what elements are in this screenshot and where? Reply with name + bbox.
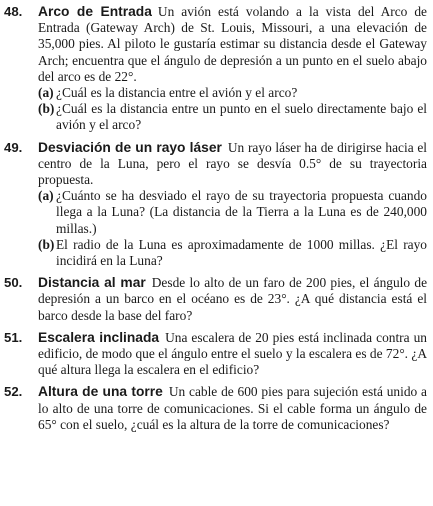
problem-text: Un cable de 600 pies para sujeción está unido a lo alto de una torre de comunicaciones. Si el cable forma un ángulo de 65° con el suelo, ¿cuál es la altura de la torre de comunicaciones? [38,384,427,432]
part-text: ¿Cuál es la distancia entre un punto en el suelo directamente bajo el avión y el arco? [56,101,427,133]
problem-title: Altura de una torre [38,384,163,400]
problem-48 [4,4,427,134]
problem-number: 49. [4,139,23,155]
problem-51 [4,330,427,379]
problem-number: 52. [4,384,23,400]
part-label: (b) [38,236,55,252]
problem-body [38,330,427,379]
problem-title: Desviación de un rayo láser [38,139,222,155]
part-label: (a) [38,188,54,204]
problem-49 [4,140,427,270]
problem-number: 50. [4,275,23,291]
problem-52 [4,384,427,433]
problem-text: Desde lo alto de un faro de 200 pies, el ángulo de depresión a un barco en el océano es de 23°. ¿A qué distancia está el barco desde la base del faro? [38,275,428,323]
problem-title: Distancia al mar [38,275,146,291]
problem-body [38,4,427,134]
part-text: El radio de la Luna es aproximadamente de 1000 millas. ¿El rayo incidirá en la Luna? [56,236,427,269]
problem-number: 51. [4,329,23,345]
problem-text: Un rayo láser ha de dirigirse hacia el centro de la Luna, pero el rayo se desvía 0.5° de su trayectoria propuesta. [38,139,427,188]
part-label: (a) [38,85,54,101]
problem-body [38,384,427,433]
part-text: ¿Cuánto se ha desviado el rayo de su trayectoria propuesta cuando llega a la Luna? (La distancia de la Tierra a la Luna es de 240,000 millas.) [56,188,427,236]
problem-part [38,101,427,133]
problem-number: 48. [4,4,23,19]
problem-50 [4,275,427,324]
problem-part [38,188,427,237]
problem-title: Escalera inclinada [38,329,160,345]
problem-text: Un avión está volando a la vista del Arco de Entrada (Gateway Arch) de St. Louis, Missouri, a una elevación de 35,000 pies. Al piloto le gustaría estimar su distancia desde el Gateway Arch; encuentra que el ángulo de depresión a un punto en el suelo abajo del arco es de 22°. [38,4,427,84]
problem-body [38,140,427,270]
part-text: ¿Cuál es la distancia entre el avión y el arco? [56,85,298,101]
part-label: (b) [38,101,55,117]
problem-text: Una escalera de 20 pies está inclinada contra un edificio, de modo que el ángulo entre el suelo y la escalera es de 72°. ¿A qué altura llega la escalera en el edificio? [38,329,427,378]
problem-body [38,275,427,324]
problem-part [38,237,427,269]
problem-part [38,85,427,101]
problem-title: Arco de Entrada [38,4,152,19]
